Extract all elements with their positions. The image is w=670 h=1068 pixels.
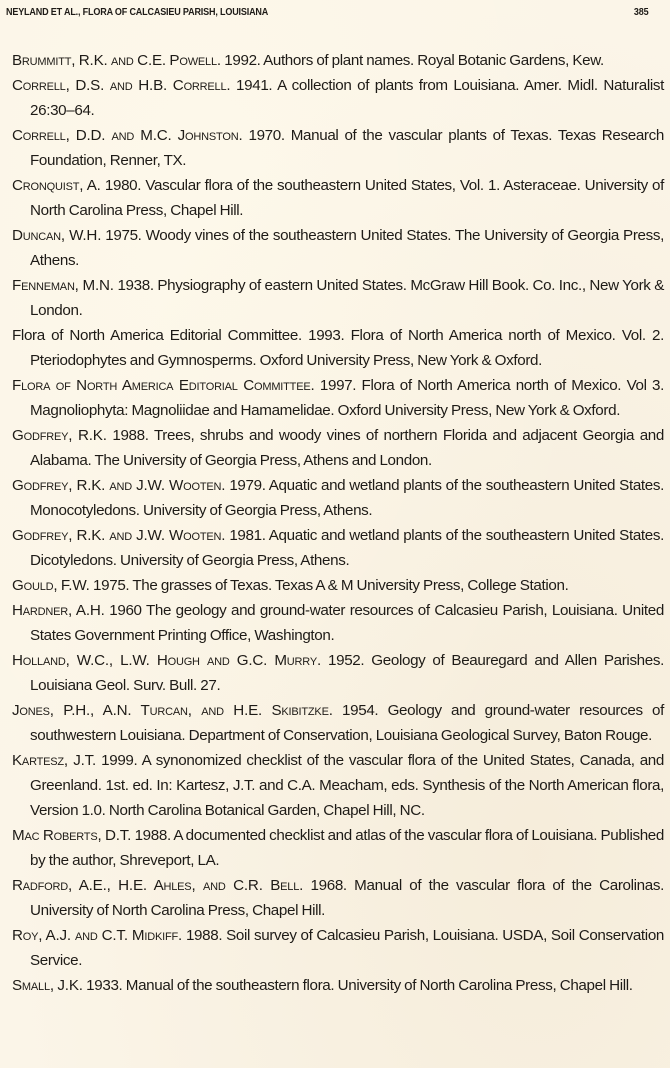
reference-entry [6, 648, 664, 698]
reference-entry [6, 973, 664, 998]
reference-text: 1988. Soil survey of Calcasieu Parish, Louisiana. USDA, Soil Conservation Service. [30, 927, 665, 969]
reference-text: 1933. Manual of the southeastern flora. University of North Carolina Press, Chapel Hill. [82, 977, 633, 994]
reference-authors: Duncan, W.H. [12, 227, 102, 244]
reference-text: 1992. Authors of plant names. Royal Botanic Gardens, Kew. [220, 52, 604, 69]
reference-entry [6, 698, 664, 748]
reference-authors: Cronquist, A. [12, 177, 101, 194]
reference-authors: Hardner, A.H. [12, 602, 105, 619]
reference-entry [6, 923, 664, 973]
reference-text: 1997. Flora of North America north of Mexico. Vol 3. Magnoliophyta: Magnoliidae and Hamamelidae. Oxford University Press, New York & Oxford. [30, 377, 664, 419]
reference-text: 1979. Aquatic and wetland plants of the southeastern United States. Monocotyledons. University of Georgia Press, Athens. [30, 477, 664, 519]
reference-entry [6, 48, 664, 73]
running-title: NEYLAND ET AL., FLORA OF CALCASIEU PARISH, LOUISIANA [6, 6, 269, 18]
reference-authors: Mac Roberts, D.T. [12, 827, 132, 844]
reference-authors: Correll, D.S. and H.B. Correll. [12, 77, 231, 94]
reference-authors: Fenneman, M.N. [12, 277, 114, 294]
reference-text: 1970. Manual of the vascular plants of Texas. Texas Research Foundation, Renner, TX. [30, 127, 664, 169]
reference-authors: Godfrey, R.K. [12, 427, 107, 444]
reference-entry [6, 73, 664, 123]
reference-entry [6, 323, 664, 373]
reference-text: 1960 The geology and ground-water resources of Calcasieu Parish, Louisiana. United States Government Printing Office, Washington. [30, 602, 664, 644]
reference-authors: Small, J.K. [12, 977, 83, 994]
reference-text: Flora of North America Editorial Committee. 1993. Flora of North America north of Mexico. Vol. 2. Pteriodophytes and Gymnosperms. Oxford University Press, New York & Oxford. [12, 327, 664, 369]
reference-entry [6, 373, 664, 423]
running-head [6, 6, 664, 22]
reference-entry [6, 273, 664, 323]
reference-entry [6, 748, 664, 823]
reference-list [6, 48, 664, 998]
reference-authors: Holland, W.C., L.W. Hough and G.C. Murry. [12, 652, 321, 669]
reference-entry [6, 473, 664, 523]
reference-text: 1938. Physiography of eastern United States. McGraw Hill Book. Co. Inc., New York & London. [30, 277, 664, 319]
reference-entry [6, 873, 664, 923]
reference-entry [6, 423, 664, 473]
reference-authors: Godfrey, R.K. and J.W. Wooten. [12, 527, 226, 544]
reference-authors: Radford, A.E., H.E. Ahles, and C.R. Bell. [12, 877, 304, 894]
reference-entry [6, 173, 664, 223]
reference-text: 1975. Woody vines of the southeastern United States. The University of Georgia Press, Athens. [30, 227, 664, 269]
reference-authors: Correll, D.D. and M.C. Johnston. [12, 127, 243, 144]
reference-entry [6, 123, 664, 173]
reference-text: 1941. A collection of plants from Louisiana. Amer. Midl. Naturalist 26:30–64. [30, 77, 664, 119]
reference-authors: Jones, P.H., A.N. Turcan, and H.E. Skibitzke. [12, 702, 333, 719]
reference-text: 1988. A documented checklist and atlas of the vascular flora of Louisiana. Published by the author, Shreveport, LA. [30, 827, 665, 869]
reference-text: 1954. Geology and ground-water resources of southwestern Louisiana. Department of Conservation, Louisiana Geological Survey, Baton Rouge. [30, 702, 664, 744]
reference-text: 1968. Manual of the vascular flora of the Carolinas. University of North Carolina Press, Chapel Hill. [30, 877, 664, 919]
reference-entry [6, 823, 664, 873]
reference-text: 1952. Geology of Beauregard and Allen Parishes. Louisiana Geol. Surv. Bull. 27. [30, 652, 664, 694]
reference-text: 1981. Aquatic and wetland plants of the southeastern United States. Dicotyledons. University of Georgia Press, Athens. [30, 527, 664, 569]
reference-entry [6, 598, 664, 648]
reference-authors: Kartesz, J.T. [12, 752, 97, 769]
page-number: 385 [633, 6, 649, 18]
reference-authors: Godfrey, R.K. and J.W. Wooten. [12, 477, 226, 494]
reference-text: 1975. The grasses of Texas. Texas A & M University Press, College Station. [89, 577, 569, 594]
reference-entry [6, 573, 664, 598]
reference-authors: Gould, F.W. [12, 577, 90, 594]
reference-entry [6, 223, 664, 273]
reference-authors: Flora of North America Editorial Committee. [12, 377, 315, 394]
reference-authors: Roy, A.J. and C.T. Midkiff. [12, 927, 183, 944]
reference-text: 1988. Trees, shrubs and woody vines of northern Florida and adjacent Georgia and Alabama. The University of Georgia Press, Athens and London. [30, 427, 664, 469]
reference-text: 1999. A synonomized checklist of the vascular flora of the United States, Canada, and Greenland. 1st. ed. In: Kartesz, J.T. and C.A. Meacham, eds. Synthesis of the North American flora, Version 1.0. North Carolina Botanical Garden, Chapel Hill, NC. [30, 752, 665, 819]
reference-text: 1980. Vascular flora of the southeastern United States, Vol. 1. Asteraceae. University of North Carolina Press, Chapel Hill. [30, 177, 664, 219]
reference-entry [6, 523, 664, 573]
reference-authors: Brummitt, R.K. and C.E. Powell. [12, 52, 221, 69]
